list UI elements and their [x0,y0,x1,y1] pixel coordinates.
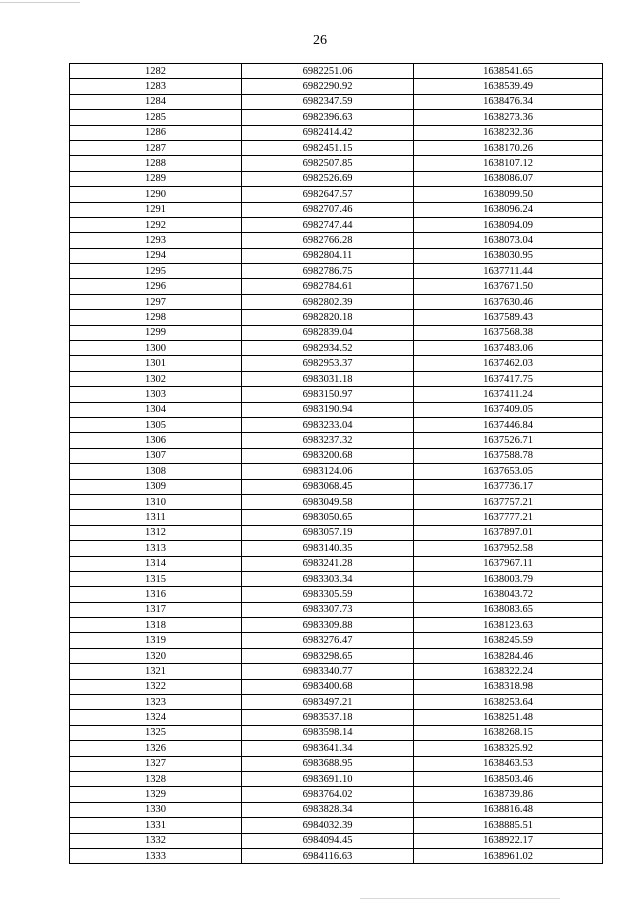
y-coordinate-cell: 1638463.53 [414,756,603,771]
x-coordinate-cell: 6983190.94 [242,402,414,417]
y-coordinate-cell: 1638284.46 [414,648,603,663]
table-row [70,402,603,417]
x-coordinate-cell: 6982347.59 [242,94,414,109]
table-row [70,787,603,802]
y-coordinate-cell: 1638170.26 [414,140,603,155]
x-coordinate-cell: 6982507.85 [242,156,414,171]
y-coordinate-cell: 1637417.75 [414,371,603,386]
point-number-cell: 1325 [70,725,242,740]
y-coordinate-cell: 1638476.34 [414,94,603,109]
table-row [70,664,603,679]
y-coordinate-cell: 1637526.71 [414,433,603,448]
y-coordinate-cell: 1637711.44 [414,264,603,279]
y-coordinate-cell: 1637653.05 [414,464,603,479]
y-coordinate-cell: 1638322.24 [414,664,603,679]
y-coordinate-cell: 1638043.72 [414,587,603,602]
x-coordinate-cell: 6982802.39 [242,294,414,309]
point-number-cell: 1329 [70,787,242,802]
y-coordinate-cell: 1638253.64 [414,695,603,710]
x-coordinate-cell: 6982934.52 [242,341,414,356]
y-coordinate-cell: 1637589.43 [414,310,603,325]
y-coordinate-cell: 1638099.50 [414,187,603,202]
table-row [70,818,603,833]
point-number-cell: 1292 [70,217,242,232]
x-coordinate-cell: 6983537.18 [242,710,414,725]
x-coordinate-cell: 6982647.57 [242,187,414,202]
table-row [70,802,603,817]
x-coordinate-cell: 6983050.65 [242,510,414,525]
table-row [70,202,603,217]
point-number-cell: 1304 [70,402,242,417]
table-row [70,571,603,586]
point-number-cell: 1297 [70,294,242,309]
table-row [70,602,603,617]
x-coordinate-cell: 6983150.97 [242,387,414,402]
point-number-cell: 1294 [70,248,242,263]
point-number-cell: 1324 [70,710,242,725]
table-row [70,341,603,356]
point-number-cell: 1332 [70,833,242,848]
table-row [70,494,603,509]
table-row [70,695,603,710]
table-row [70,710,603,725]
x-coordinate-cell: 6983764.02 [242,787,414,802]
table-row [70,310,603,325]
x-coordinate-cell: 6983641.34 [242,741,414,756]
point-number-cell: 1317 [70,602,242,617]
x-coordinate-cell: 6983031.18 [242,371,414,386]
point-number-cell: 1311 [70,510,242,525]
y-coordinate-cell: 1638503.46 [414,771,603,786]
y-coordinate-cell: 1637952.58 [414,541,603,556]
point-number-cell: 1291 [70,202,242,217]
table-row [70,264,603,279]
table-row [70,525,603,540]
x-coordinate-cell: 6983309.88 [242,618,414,633]
point-number-cell: 1320 [70,648,242,663]
table-row [70,741,603,756]
point-number-cell: 1331 [70,818,242,833]
x-coordinate-cell: 6983200.68 [242,448,414,463]
y-coordinate-cell: 1638816.48 [414,802,603,817]
point-number-cell: 1299 [70,325,242,340]
y-coordinate-cell: 1638922.17 [414,833,603,848]
table-row [70,110,603,125]
point-number-cell: 1328 [70,771,242,786]
point-number-cell: 1295 [70,264,242,279]
table-row [70,479,603,494]
y-coordinate-cell: 1638268.15 [414,725,603,740]
x-coordinate-cell: 6983691.10 [242,771,414,786]
y-coordinate-cell: 1637777.21 [414,510,603,525]
point-number-cell: 1313 [70,541,242,556]
y-coordinate-cell: 1638030.95 [414,248,603,263]
point-number-cell: 1303 [70,387,242,402]
table-row [70,79,603,94]
table-row [70,433,603,448]
x-coordinate-cell: 6982784.61 [242,279,414,294]
point-number-cell: 1282 [70,64,242,79]
point-number-cell: 1319 [70,633,242,648]
y-coordinate-cell: 1638086.07 [414,171,603,186]
x-coordinate-cell: 6983400.68 [242,679,414,694]
point-number-cell: 1330 [70,802,242,817]
table-row [70,156,603,171]
y-coordinate-cell: 1637409.05 [414,402,603,417]
x-coordinate-cell: 6983307.73 [242,602,414,617]
table-row [70,618,603,633]
point-number-cell: 1315 [70,571,242,586]
table-row [70,771,603,786]
x-coordinate-cell: 6982804.11 [242,248,414,263]
point-number-cell: 1296 [70,279,242,294]
y-coordinate-cell: 1638245.59 [414,633,603,648]
y-coordinate-cell: 1637588.78 [414,448,603,463]
y-coordinate-cell: 1638961.02 [414,848,603,863]
y-coordinate-cell: 1637671.50 [414,279,603,294]
x-coordinate-cell: 6983298.65 [242,648,414,663]
table-row [70,140,603,155]
y-coordinate-cell: 1638232.36 [414,125,603,140]
coordinate-table-body [70,64,603,864]
scan-edge-bottom [360,898,560,899]
y-coordinate-cell: 1637446.84 [414,417,603,432]
point-number-cell: 1306 [70,433,242,448]
table-row [70,294,603,309]
y-coordinate-cell: 1638094.09 [414,217,603,232]
y-coordinate-cell: 1637462.03 [414,356,603,371]
point-number-cell: 1300 [70,341,242,356]
y-coordinate-cell: 1638096.24 [414,202,603,217]
y-coordinate-cell: 1638107.12 [414,156,603,171]
y-coordinate-cell: 1637568.38 [414,325,603,340]
table-row [70,125,603,140]
table-row [70,556,603,571]
y-coordinate-cell: 1638273.36 [414,110,603,125]
point-number-cell: 1288 [70,156,242,171]
table-row [70,464,603,479]
x-coordinate-cell: 6982839.04 [242,325,414,340]
x-coordinate-cell: 6983237.32 [242,433,414,448]
table-row [70,648,603,663]
x-coordinate-cell: 6983688.95 [242,756,414,771]
point-number-cell: 1307 [70,448,242,463]
table-row [70,64,603,79]
point-number-cell: 1309 [70,479,242,494]
x-coordinate-cell: 6982747.44 [242,217,414,232]
x-coordinate-cell: 6983305.59 [242,587,414,602]
x-coordinate-cell: 6982290.92 [242,79,414,94]
table-row [70,279,603,294]
table-row [70,233,603,248]
point-number-cell: 1321 [70,664,242,679]
y-coordinate-cell: 1637736.17 [414,479,603,494]
x-coordinate-cell: 6982766.28 [242,233,414,248]
y-coordinate-cell: 1637897.01 [414,525,603,540]
point-number-cell: 1298 [70,310,242,325]
point-number-cell: 1318 [70,618,242,633]
point-number-cell: 1327 [70,756,242,771]
point-number-cell: 1310 [70,494,242,509]
table-row [70,356,603,371]
x-coordinate-cell: 6984094.45 [242,833,414,848]
x-coordinate-cell: 6982396.63 [242,110,414,125]
table-row [70,448,603,463]
x-coordinate-cell: 6982451.15 [242,140,414,155]
x-coordinate-cell: 6982414.42 [242,125,414,140]
table-row [70,848,603,863]
y-coordinate-cell: 1638325.92 [414,741,603,756]
point-number-cell: 1333 [70,848,242,863]
table-row [70,679,603,694]
y-coordinate-cell: 1638539.49 [414,79,603,94]
table-row [70,248,603,263]
table-row [70,541,603,556]
y-coordinate-cell: 1638318.98 [414,679,603,694]
y-coordinate-cell: 1638083.65 [414,602,603,617]
x-coordinate-cell: 6982526.69 [242,171,414,186]
y-coordinate-cell: 1637483.06 [414,341,603,356]
page-number: 26 [313,33,327,48]
table-row [70,325,603,340]
coordinate-table [69,63,603,864]
y-coordinate-cell: 1638251.48 [414,710,603,725]
y-coordinate-cell: 1637757.21 [414,494,603,509]
point-number-cell: 1314 [70,556,242,571]
x-coordinate-cell: 6983049.58 [242,494,414,509]
table-row [70,587,603,602]
x-coordinate-cell: 6983057.19 [242,525,414,540]
y-coordinate-cell: 1638541.65 [414,64,603,79]
point-number-cell: 1308 [70,464,242,479]
y-coordinate-cell: 1637967.11 [414,556,603,571]
x-coordinate-cell: 6983068.45 [242,479,414,494]
point-number-cell: 1312 [70,525,242,540]
x-coordinate-cell: 6982707.46 [242,202,414,217]
table-row [70,417,603,432]
x-coordinate-cell: 6983303.34 [242,571,414,586]
point-number-cell: 1283 [70,79,242,94]
x-coordinate-cell: 6983140.35 [242,541,414,556]
point-number-cell: 1284 [70,94,242,109]
table-row [70,371,603,386]
table-row [70,510,603,525]
table-row [70,171,603,186]
x-coordinate-cell: 6982820.18 [242,310,414,325]
x-coordinate-cell: 6982786.75 [242,264,414,279]
x-coordinate-cell: 6982251.06 [242,64,414,79]
point-number-cell: 1301 [70,356,242,371]
table-row [70,756,603,771]
point-number-cell: 1286 [70,125,242,140]
point-number-cell: 1290 [70,187,242,202]
x-coordinate-cell: 6983340.77 [242,664,414,679]
x-coordinate-cell: 6983276.47 [242,633,414,648]
table-row [70,725,603,740]
table-row [70,94,603,109]
x-coordinate-cell: 6984116.63 [242,848,414,863]
y-coordinate-cell: 1637630.46 [414,294,603,309]
point-number-cell: 1302 [70,371,242,386]
x-coordinate-cell: 6983233.04 [242,417,414,432]
table-row [70,633,603,648]
y-coordinate-cell: 1638003.79 [414,571,603,586]
point-number-cell: 1326 [70,741,242,756]
y-coordinate-cell: 1638123.63 [414,618,603,633]
point-number-cell: 1316 [70,587,242,602]
table-row [70,833,603,848]
point-number-cell: 1322 [70,679,242,694]
x-coordinate-cell: 6982953.37 [242,356,414,371]
point-number-cell: 1305 [70,417,242,432]
point-number-cell: 1287 [70,140,242,155]
y-coordinate-cell: 1638073.04 [414,233,603,248]
x-coordinate-cell: 6983598.14 [242,725,414,740]
table-row [70,217,603,232]
point-number-cell: 1285 [70,110,242,125]
point-number-cell: 1323 [70,695,242,710]
x-coordinate-cell: 6983497.21 [242,695,414,710]
point-number-cell: 1293 [70,233,242,248]
table-row [70,387,603,402]
point-number-cell: 1289 [70,171,242,186]
x-coordinate-cell: 6983124.06 [242,464,414,479]
table-row [70,187,603,202]
x-coordinate-cell: 6983828.34 [242,802,414,817]
y-coordinate-cell: 1637411.24 [414,387,603,402]
x-coordinate-cell: 6983241.28 [242,556,414,571]
y-coordinate-cell: 1638739.86 [414,787,603,802]
y-coordinate-cell: 1638885.51 [414,818,603,833]
scan-edge-top [0,2,80,3]
x-coordinate-cell: 6984032.39 [242,818,414,833]
